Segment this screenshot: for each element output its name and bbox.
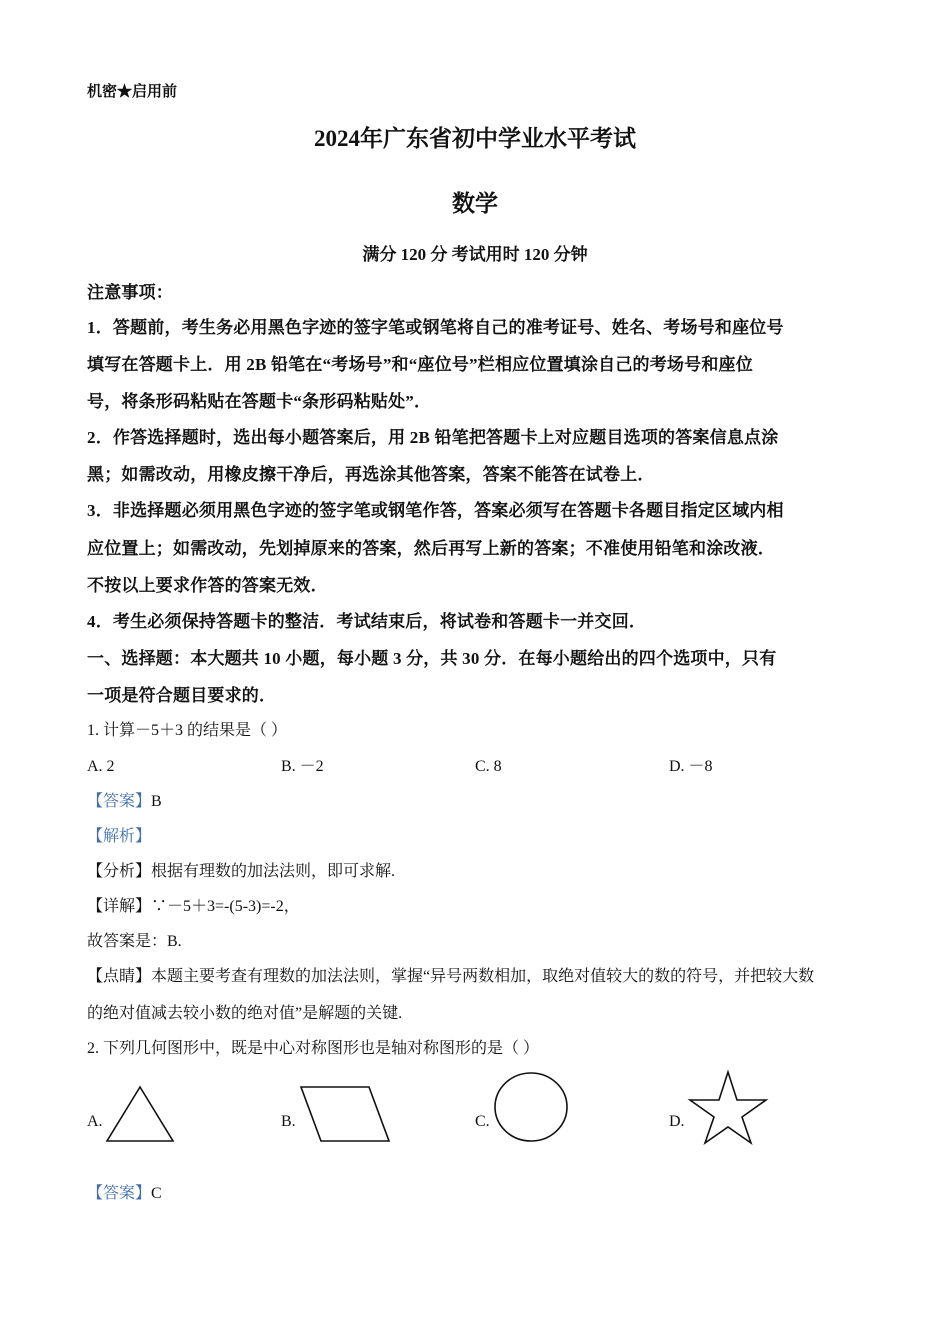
- q1-conclusion: 故答案是：B.: [87, 933, 182, 950]
- answer-value: B: [151, 793, 162, 810]
- notes-line: 黑；如需改动，用橡皮擦干净后，再选涂其他答案，答案不能答在试卷上．: [87, 465, 655, 484]
- q1-answer: [87, 791, 162, 813]
- q1-analysis-tag: 【解析】: [87, 828, 152, 845]
- notes-line: 应位置上；如需改动，先划掉原来的答案，然后再写上新的答案；不准使用铅笔和涂改液．: [87, 539, 775, 558]
- subject-title: 数学: [452, 191, 498, 216]
- confidential-mark: 机密★启用前: [87, 84, 178, 100]
- exam-title: 2024年广东省初中学业水平考试: [314, 126, 636, 151]
- notes-line: 不按以上要求作答的答案无效．: [87, 576, 328, 595]
- q1-option-a: A. 2: [87, 758, 115, 775]
- question-1-stem: 1. 计算－5＋3 的结果是（ ）: [87, 722, 288, 739]
- detail-label: 【详解】: [87, 898, 152, 915]
- q1-option-b: B. －2: [281, 758, 324, 775]
- q1-option-c: C. 8: [475, 758, 502, 775]
- section-heading-cont: 一项是符合题目要求的．: [87, 686, 277, 705]
- comment-text: 本题主要考查有理数的加法法则，掌握“异号两数相加，取绝对值较大的数的符号，并把较大数: [151, 968, 815, 985]
- question-2-stem: 2. 下列几何图形中，既是中心对称图形也是轴对称图形的是（ ）: [87, 1040, 540, 1057]
- notes-line: 2．作答选择题时，选出每小题答案后，用 2B 铅笔把答题卡上对应题目选项的答案信息点涂: [87, 428, 779, 447]
- answer-tag: 【答案】: [87, 793, 152, 810]
- notes-line: 1．答题前，考生务必用黑色字迹的签字笔或钢笔将自己的准考证号、姓名、考场号和座位号: [87, 318, 784, 337]
- q2-option-a-label: A.: [87, 1113, 103, 1130]
- q1-analysis: [87, 861, 395, 883]
- q1-option-d: D. －8: [669, 758, 713, 775]
- q1-comment-cont: 的绝对值减去较小数的绝对值”是解题的关键.: [87, 1005, 403, 1022]
- notes-line: 填写在答题卡上．用 2B 铅笔在“考场号”和“座位号”栏相应位置填涂自己的考场号和座位: [87, 355, 753, 374]
- star-figure: [688, 1070, 768, 1144]
- circle-figure: [493, 1071, 569, 1143]
- notes-line: 3．非选择题必须用黑色字迹的签字笔或钢笔作答，答案必须写在答题卡各题目指定区域内相: [87, 501, 784, 520]
- answer-tag: 【答案】: [87, 1185, 152, 1202]
- parallelogram-figure: [299, 1085, 391, 1143]
- q2-option-c-label: C.: [475, 1113, 490, 1130]
- notes-heading: 注意事项：: [87, 283, 173, 302]
- detail-text: ∵－5＋3=-(5-3)=-2，: [151, 898, 300, 915]
- exam-info: 满分 120 分 考试用时 120 分钟: [362, 245, 588, 264]
- q2-option-d-label: D.: [669, 1113, 685, 1130]
- analysis-label: 【分析】: [87, 863, 152, 880]
- comment-label: 【点睛】: [87, 968, 152, 985]
- analysis-text: 根据有理数的加法法则，即可求解.: [151, 863, 396, 880]
- triangle-figure: [105, 1085, 175, 1143]
- answer-value: C: [151, 1185, 162, 1202]
- q2-option-b-label: B.: [281, 1113, 296, 1130]
- q1-detail: [87, 896, 300, 918]
- q2-answer: [87, 1183, 162, 1205]
- q1-comment: [87, 966, 814, 988]
- section-heading: 一、选择题：本大题共 10 小题，每小题 3 分，共 30 分．在每小题给出的四个选项中，只有: [87, 649, 777, 668]
- notes-line: 4．考生必须保持答题卡的整洁．考试结束后，将试卷和答题卡一并交回．: [87, 612, 647, 631]
- notes-line: 号，将条形码粘贴在答题卡“条形码粘贴处”．: [87, 392, 432, 411]
